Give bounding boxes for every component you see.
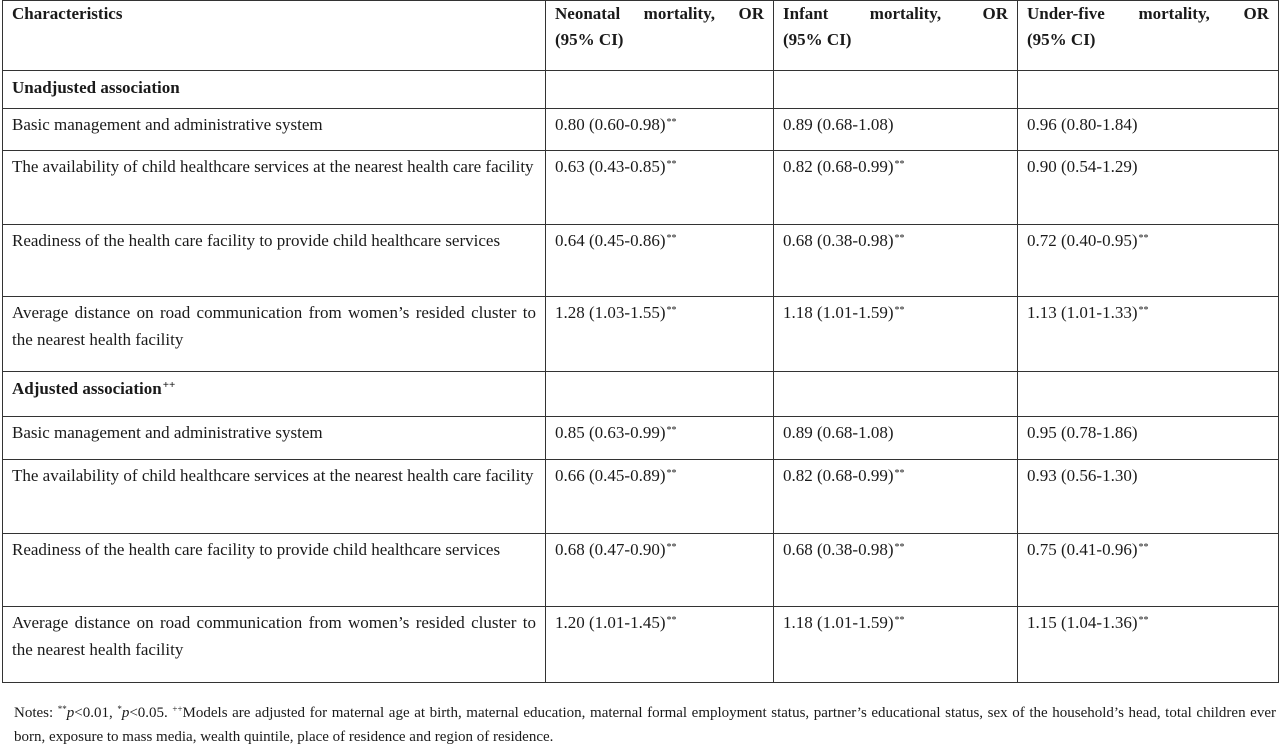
header-underfive-line2: (95% CI) (1027, 30, 1096, 49)
neonatal-or-cell (546, 607, 774, 683)
significance-marker: ** (894, 542, 905, 553)
header-underfive-line1: Under-five mortality, OR (1027, 4, 1269, 23)
underfive-or-cell (1018, 607, 1279, 683)
underfive-or-value: 0.96 (0.80-1.84) (1027, 115, 1138, 134)
significance-marker: ** (894, 159, 905, 170)
neonatal-or-value: 0.64 (0.45-0.86) (555, 231, 666, 250)
table-row (3, 417, 1279, 460)
section-adjusted-text: Adjusted association (12, 379, 162, 398)
significance-marker: ** (666, 305, 677, 316)
row-label: Readiness of the health care facility to provide child healthcare services (3, 225, 546, 297)
notes-sig1-text: <0.01, (74, 705, 118, 721)
notes-sig2-text: <0.05. (129, 705, 173, 721)
underfive-or-cell (1018, 225, 1279, 297)
empty-cell (546, 71, 774, 109)
infant-or-cell (774, 534, 1018, 607)
table-row (3, 151, 1279, 225)
header-neonatal-line2: (95% CI) (555, 30, 624, 49)
table-row (3, 225, 1279, 297)
row-label: The availability of child healthcare services at the nearest health care facility (3, 151, 546, 225)
infant-or-value: 0.82 (0.68-0.99) (783, 466, 894, 485)
notes-sig2-marker: * (117, 704, 122, 714)
neonatal-or-value: 0.85 (0.63-0.99) (555, 423, 666, 442)
significance-marker: ** (1138, 233, 1149, 244)
header-underfive (1018, 1, 1279, 71)
infant-or-value: 0.82 (0.68-0.99) (783, 157, 894, 176)
infant-or-cell (774, 607, 1018, 683)
notes-p-letter: p (66, 705, 75, 721)
table-row (3, 607, 1279, 683)
empty-cell (774, 71, 1018, 109)
section-adjusted-label (3, 372, 546, 417)
underfive-or-cell (1018, 417, 1279, 460)
empty-cell (546, 372, 774, 417)
neonatal-or-value: 1.20 (1.01-1.45) (555, 613, 666, 632)
underfive-or-value: 1.13 (1.01-1.33) (1027, 303, 1138, 322)
section-unadjusted-label: Unadjusted association (3, 71, 546, 109)
neonatal-or-cell (546, 297, 774, 372)
row-label: Average distance on road communication from women’s resided cluster to the nearest health facility (3, 297, 546, 372)
neonatal-or-cell (546, 417, 774, 460)
underfive-or-cell (1018, 109, 1279, 151)
neonatal-or-cell (546, 460, 774, 534)
infant-or-value: 0.89 (0.68-1.08) (783, 115, 894, 134)
table-row (3, 297, 1279, 372)
table-row (3, 534, 1279, 607)
underfive-or-cell (1018, 460, 1279, 534)
neonatal-or-cell (546, 151, 774, 225)
header-neonatal (546, 1, 774, 71)
empty-cell (1018, 372, 1279, 417)
significance-marker: ** (666, 468, 677, 479)
section-row-unadjusted (3, 71, 1279, 109)
header-characteristics: Characteristics (3, 1, 546, 71)
underfive-or-cell (1018, 151, 1279, 225)
odds-ratio-table (2, 0, 1279, 683)
notes-p-letter: p (121, 705, 130, 721)
neonatal-or-cell (546, 534, 774, 607)
empty-cell (774, 372, 1018, 417)
section-row-adjusted (3, 372, 1279, 417)
row-label: Readiness of the health care facility to provide child healthcare services (3, 534, 546, 607)
notes-prefix: Notes: (14, 705, 58, 721)
underfive-or-value: 1.15 (1.04-1.36) (1027, 613, 1138, 632)
significance-marker: ** (666, 542, 677, 553)
underfive-or-value: 0.95 (0.78-1.86) (1027, 423, 1138, 442)
row-label: Basic management and administrative system (3, 417, 546, 460)
table-row (3, 109, 1279, 151)
infant-or-cell (774, 297, 1018, 372)
neonatal-or-value: 0.80 (0.60-0.98) (555, 115, 666, 134)
underfive-or-value: 0.72 (0.40-0.95) (1027, 231, 1138, 250)
header-infant-line2: (95% CI) (783, 30, 852, 49)
infant-or-value: 0.68 (0.38-0.98) (783, 231, 894, 250)
infant-or-value: 1.18 (1.01-1.59) (783, 613, 894, 632)
significance-marker: ** (1138, 305, 1149, 316)
underfive-or-value: 0.75 (0.41-0.96) (1027, 540, 1138, 559)
infant-or-value: 0.68 (0.38-0.98) (783, 540, 894, 559)
header-infant-line1: Infant mortality, OR (783, 4, 1008, 23)
infant-or-value: 1.18 (1.01-1.59) (783, 303, 894, 322)
row-label: The availability of child healthcare services at the nearest health care facility (3, 460, 546, 534)
significance-marker: ** (894, 305, 905, 316)
notes-adj-text: Models are adjusted for maternal age at birth, maternal education, maternal formal employment status, partner’s educational status, sex of the household’s head, total children ever born, exposure to mass media, wealth quintile, place of residence and region of residence. (14, 705, 1276, 745)
significance-marker: ** (666, 117, 677, 128)
significance-marker: ** (666, 233, 677, 244)
neonatal-or-value: 0.68 (0.47-0.90) (555, 540, 666, 559)
neonatal-or-value: 1.28 (1.03-1.55) (555, 303, 666, 322)
header-row (3, 1, 1279, 71)
header-neonatal-line1: Neonatal mortality, OR (555, 4, 764, 23)
underfive-or-value: 0.90 (0.54-1.29) (1027, 157, 1138, 176)
adjusted-marker: ++ (162, 379, 176, 391)
significance-marker: ** (894, 615, 905, 626)
notes-sig1-marker: ** (57, 704, 67, 714)
infant-or-value: 0.89 (0.68-1.08) (783, 423, 894, 442)
infant-or-cell (774, 109, 1018, 151)
underfive-or-cell (1018, 297, 1279, 372)
significance-marker: ** (894, 468, 905, 479)
significance-marker: ** (894, 233, 905, 244)
underfive-or-value: 0.93 (0.56-1.30) (1027, 466, 1138, 485)
significance-marker: ** (666, 425, 677, 436)
empty-cell (1018, 71, 1279, 109)
underfive-or-cell (1018, 534, 1279, 607)
notes-adj-marker: ++ (172, 704, 183, 714)
infant-or-cell (774, 151, 1018, 225)
neonatal-or-cell (546, 225, 774, 297)
infant-or-cell (774, 417, 1018, 460)
table-notes (14, 701, 1276, 749)
table-row (3, 460, 1279, 534)
infant-or-cell (774, 460, 1018, 534)
significance-marker: ** (666, 615, 677, 626)
neonatal-or-value: 0.63 (0.43-0.85) (555, 157, 666, 176)
infant-or-cell (774, 225, 1018, 297)
header-infant (774, 1, 1018, 71)
neonatal-or-cell (546, 109, 774, 151)
row-label: Average distance on road communication from women’s resided cluster to the nearest health facility (3, 607, 546, 683)
row-label: Basic management and administrative system (3, 109, 546, 151)
significance-marker: ** (666, 159, 677, 170)
neonatal-or-value: 0.66 (0.45-0.89) (555, 466, 666, 485)
significance-marker: ** (1138, 615, 1149, 626)
significance-marker: ** (1138, 542, 1149, 553)
